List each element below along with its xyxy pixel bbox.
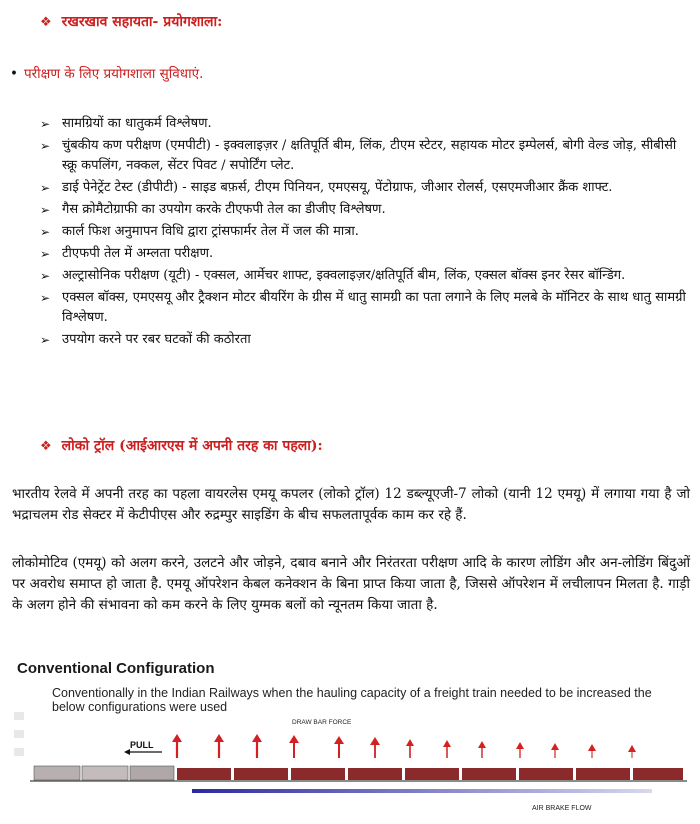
draw-bar-force-arrows: [172, 734, 636, 758]
wagon: [291, 768, 345, 780]
wagons: [177, 768, 683, 780]
up-arrow-icon: [289, 735, 299, 758]
draw-bar-force-label: DRAW BAR FORCE: [292, 719, 352, 726]
arrow-bullet-icon: ➢: [40, 333, 51, 347]
diamond-bullet-icon: ❖: [40, 439, 52, 454]
paragraph-loco-trol-benefits: लोकोमोटिव (एमयू) को अलग करने, उलटने और जोड़ने, दबाव बनाने और निरंतरता परीक्षण आदि के कारण लोडिंग और अन-लोडिंग बिंदुओं पर अवरोध समाप्त हो जाता है. एमयू ऑपरेशन केबल कनेक्शन के बिना प्राप्त किया जाता है, जिससे ऑपरेशन में लचीलापन मिलता है. गाड़ी के अलग होने की संभावना को कम करने के लिए युग्मक बलों को न्यूनतम किया जाता है.: [12, 555, 690, 613]
locomotive: [130, 766, 174, 780]
edge-mark: [14, 712, 24, 720]
list-item: ➢ कार्ल फिश अनुमापन विधि द्वारा ट्रांसफार्मर तेल में जल की मात्रा.: [40, 222, 690, 242]
list-item: ➢ टीएफपी तेल में अम्लता परीक्षण.: [40, 244, 690, 264]
list-item: ➢ अल्ट्रासोनिक परीक्षण (यूटी) - एक्सल, आर्मेचर शाफ्ट, इक्वलाइज़र/क्षतिपूर्ति बीम, लिंक, एक्सल बॉक्स इनर रेसर बॉन्डिंग.: [40, 266, 690, 286]
up-arrow-icon: [370, 737, 380, 758]
paragraph-loco-trol-intro: भारतीय रेलवे में अपनी तरह का पहला वायरलेस एमयू कपलर (लोको ट्रॉल) 12 डब्ल्यूएजी-7 लोको (यानी 12 एमयू) में लगाया गया है जो भद्राचलम रोड सेक्टर में केटीपीएस और रुद्रम्पुर साइडिंग के बीच सफलतापूर्वक काम कर रहे हैं.: [12, 486, 690, 523]
dot-bullet-icon: •: [10, 66, 18, 82]
section-heading-maintenance: [40, 12, 222, 31]
arrow-bullet-icon: ➢: [40, 139, 51, 153]
wagon: [405, 768, 459, 780]
locomotives: [34, 766, 174, 780]
arrow-bullet-icon: ➢: [40, 181, 51, 195]
figure-title: Conventional Configuration: [17, 660, 215, 677]
up-arrow-icon: [334, 736, 344, 758]
wagon: [348, 768, 402, 780]
arrow-bullet-icon: ➢: [40, 203, 51, 217]
up-arrow-icon: [516, 742, 524, 758]
up-arrow-icon: [172, 734, 182, 758]
wagon: [234, 768, 288, 780]
air-brake-flow-arrow: [192, 789, 652, 793]
pull-arrow-icon: [124, 749, 130, 755]
up-arrow-icon: [628, 745, 636, 758]
arrow-bullet-icon: ➢: [40, 269, 51, 283]
section-heading-loco-trol: [40, 436, 323, 455]
facilities-list: [40, 114, 690, 352]
facilities-heading-text: परीक्षण के लिए प्रयोगशाला सुविधाएं.: [23, 66, 204, 82]
list-item: ➢ सामग्रियों का धातुकर्म विश्लेषण.: [40, 114, 690, 134]
diamond-bullet-icon: ❖: [40, 15, 52, 30]
list-item: ➢ एक्सल बॉक्स, एमएसयू और ट्रैक्शन मोटर बीयरिंग के ग्रीस में धातु सामग्री का पता लगाने के लिए मलबे के मॉनिटर के साथ धातु सामग्री विश्लेषण.: [40, 290, 686, 325]
locomotive: [34, 766, 80, 780]
arrow-bullet-icon: ➢: [40, 291, 51, 305]
wagon: [633, 768, 683, 780]
up-arrow-icon: [478, 741, 486, 758]
arrow-bullet-icon: ➢: [40, 225, 51, 239]
arrow-bullet-icon: ➢: [40, 247, 51, 261]
up-arrow-icon: [406, 739, 414, 758]
up-arrow-icon: [551, 743, 559, 758]
list-item: ➢ डाई पेनेट्रेंट टेस्ट (डीपीटी) - साइड बफ़र्स, टीएम पिनियन, एमएसयू, पेंटोग्राफ, जीआर रोलर्स, एसएमजीआर क्रैंक शाफ्ट.: [40, 178, 690, 198]
list-item: ➢ गैस क्रोमैटोग्राफी का उपयोग करके टीएफपी तेल का डीजीए विश्लेषण.: [40, 200, 690, 220]
up-arrow-icon: [588, 744, 596, 758]
section-heading-text: रखरखाव सहायता- प्रयोगशाला:: [61, 14, 223, 30]
up-arrow-icon: [252, 734, 262, 758]
wagon: [576, 768, 630, 780]
locomotive: [82, 766, 128, 780]
figure-description: Conventionally in the Indian Railways when the hauling capacity of a freight train needed to be increased the below configurations were used: [52, 686, 652, 714]
edge-mark: [14, 730, 24, 738]
wagon: [462, 768, 516, 780]
facilities-heading: [10, 64, 203, 82]
list-item: ➢ उपयोग करने पर रबर घटकों की कठोरता: [40, 330, 690, 350]
arrow-bullet-icon: ➢: [40, 117, 51, 131]
pull-label: PULL: [130, 740, 154, 750]
up-arrow-icon: [214, 734, 224, 758]
up-arrow-icon: [443, 740, 451, 758]
list-item: ➢ चुंबकीय कण परीक्षण (एमपीटी) - इक्वलाइज़र / क्षतिपूर्ति बीम, लिंक, टीएम स्टेटर, सहायक मोटर इम्पेलर्स, बोगी वेल्ड जोड़, सीबीसी स्क्रू कपलिंग, नक्कल, सेंटर पिवट / सपोर्टिंग प्लेट.: [40, 138, 677, 173]
wagon: [519, 768, 573, 780]
air-brake-flow-label: AIR BRAKE FLOW: [532, 805, 592, 812]
conventional-configuration-figure: [12, 660, 690, 820]
wagon: [177, 768, 231, 780]
train-diagram: [12, 710, 690, 818]
edge-mark: [14, 748, 24, 756]
section-heading-text: लोको ट्रॉल (आईआरएस में अपनी तरह का पहला):: [61, 438, 323, 454]
